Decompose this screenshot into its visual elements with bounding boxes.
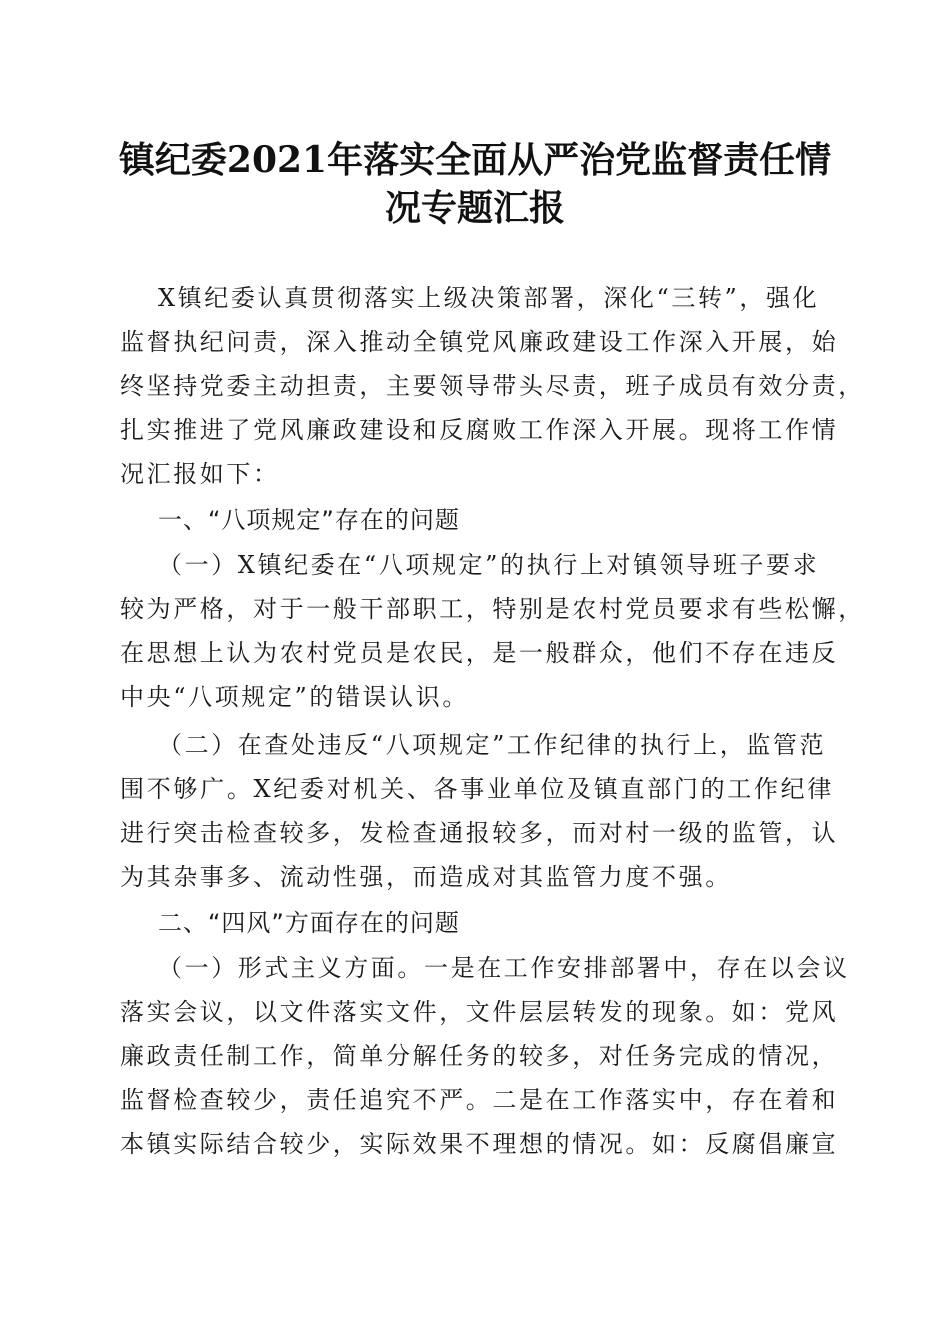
section-1-item-2-line-1: （二）在查处违反“八项规定”工作纪律的执行上，监管范 (158, 731, 827, 759)
title-line-2: 况专题汇报 (384, 187, 565, 229)
intro-line-2: 监督执纪问责，深入推动全镇党风廉政建设工作深入开展，始 (120, 328, 839, 356)
section-2-item-1-line-3: 廉政责任制工作，简单分解任务的较多，对任务完成的情况， (120, 1042, 839, 1070)
section-1-item-2-line-2: 围不够广。X纪委对机关、各事业单位及镇直部门的工作纪律 (120, 775, 834, 803)
intro-line-5: 况汇报如下： (120, 460, 280, 488)
intro-line-3: 终坚持党委主动担责，主要领导带头尽责，班子成员有效分责， (120, 372, 865, 400)
section-1-item-1-line-3: 在思想上认为农村党员是农民，是一般群众，他们不存在违反 (120, 639, 839, 667)
section-2-item-1-line-1: （一）形式主义方面。一是在工作安排部署中，存在以会议 (158, 954, 850, 982)
section-1-item-1-line-2: 较为严格，对于一般干部职工，特别是农村党员要求有些松懈， (120, 595, 865, 623)
section-2-item-1-line-4: 监督检查较少，责任追究不严。二是在工作落实中，存在着和 (120, 1086, 839, 1114)
section-1-item-2-line-3: 进行突击检查较多，发检查通报较多，而对村一级的监管，认 (120, 819, 839, 847)
intro-line-1: X镇纪委认真贯彻落实上级决策部署，深化“三转”，强化 (158, 284, 820, 312)
section-2-item-1-line-2: 落实会议，以文件落实文件，文件层层转发的现象。如：党风 (120, 998, 839, 1026)
section-1-heading: 一、“八项规定”存在的问题 (158, 506, 460, 534)
section-2-heading: 二、“四风”方面存在的问题 (158, 909, 460, 937)
title-line-1: 镇纪委2021年落实全面从严治党监督责任情 (118, 139, 832, 181)
section-1-item-1-line-4: 中央“八项规定”的错误认识。 (120, 683, 469, 711)
section-1-item-1-line-1: （一）X镇纪委在“八项规定”的执行上对镇领导班子要求 (158, 551, 820, 579)
intro-line-4: 扎实推进了党风廉政建设和反腐败工作深入开展。现将工作情 (120, 416, 839, 444)
section-2-item-1-line-5: 本镇实际结合较少，实际效果不理想的情况。如：反腐倡廉宣 (120, 1130, 839, 1158)
section-1-item-2-line-4: 为其杂事多、流动性强，而造成对其监管力度不强。 (120, 863, 732, 891)
